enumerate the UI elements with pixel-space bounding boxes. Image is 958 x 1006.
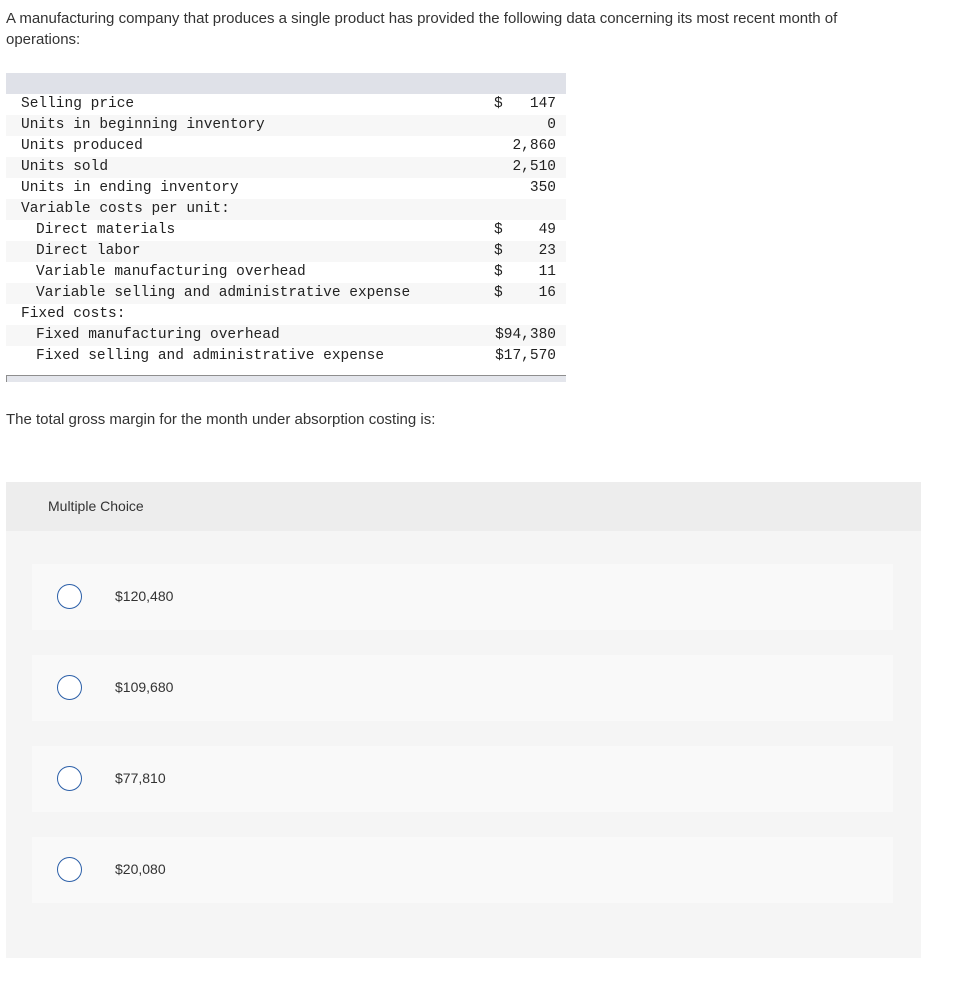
- row-currency: $: [494, 243, 503, 259]
- row-value: 2,860: [512, 138, 556, 154]
- table-row-selling-price: [6, 94, 566, 115]
- row-value: 350: [529, 180, 556, 196]
- row-value: 0: [547, 117, 556, 133]
- answer-option-label: $77,810: [115, 770, 166, 786]
- table-row-fixed-mfg-overhead: [6, 325, 566, 346]
- row-value: 2,510: [512, 159, 556, 175]
- radio-button-icon[interactable]: [57, 584, 82, 609]
- row-value: $17,570: [495, 348, 556, 364]
- radio-button-icon[interactable]: [57, 766, 82, 791]
- multiple-choice-panel: [6, 482, 921, 958]
- row-label: Direct labor: [36, 243, 141, 259]
- row-label: Selling price: [21, 96, 135, 112]
- answer-option-label: $120,480: [115, 588, 174, 604]
- row-label: Variable selling and administrative expense: [36, 285, 411, 301]
- row-label: Units produced: [21, 138, 143, 154]
- row-value: 16: [538, 285, 556, 301]
- answer-option-label: $20,080: [115, 861, 166, 877]
- table-row-variable-costs-heading: [6, 199, 566, 220]
- row-value: 147: [529, 96, 556, 112]
- row-label: Direct materials: [36, 222, 176, 238]
- problem-intro-text: A manufacturing company that produces a single product has provided the following data concerning its most recent month of operations:: [6, 10, 838, 48]
- table-row-direct-labor: [6, 241, 566, 262]
- row-currency: $: [494, 96, 503, 112]
- radio-button-icon[interactable]: [57, 675, 82, 700]
- multiple-choice-header: [6, 482, 921, 531]
- answer-option-label: $109,680: [115, 679, 174, 695]
- row-label: Units sold: [21, 159, 109, 175]
- answer-option-2[interactable]: [32, 655, 893, 721]
- table-footer-bar: [6, 375, 566, 382]
- row-currency: $: [494, 222, 503, 238]
- table-header-bar: [6, 73, 566, 94]
- answer-option-4[interactable]: [32, 837, 893, 903]
- answer-option-1[interactable]: [32, 564, 893, 630]
- row-label: Units in ending inventory: [21, 180, 239, 196]
- table-row-beginning-inventory: [6, 115, 566, 136]
- table-row-variable-selling-admin: [6, 283, 566, 304]
- row-label: Fixed costs:: [21, 306, 126, 322]
- table-row-fixed-selling-admin: [6, 346, 566, 367]
- table-row-units-produced: [6, 136, 566, 157]
- question-prompt: The total gross margin for the month under absorption costing is:: [6, 411, 436, 428]
- table-row-fixed-costs-heading: [6, 304, 566, 325]
- multiple-choice-title: Multiple Choice: [48, 498, 144, 514]
- radio-button-icon[interactable]: [57, 857, 82, 882]
- answer-option-3[interactable]: [32, 746, 893, 812]
- row-value: $94,380: [495, 327, 556, 343]
- row-value: 49: [538, 222, 556, 238]
- row-label: Fixed selling and administrative expense: [36, 348, 385, 364]
- table-row-ending-inventory: [6, 178, 566, 199]
- row-value: 11: [538, 264, 556, 280]
- table-row-direct-materials: [6, 220, 566, 241]
- row-label: Fixed manufacturing overhead: [36, 327, 280, 343]
- table-row-units-sold: [6, 157, 566, 178]
- row-label: Units in beginning inventory: [21, 117, 265, 133]
- row-currency: $: [494, 285, 503, 301]
- row-value: 23: [538, 243, 556, 259]
- row-label: Variable costs per unit:: [21, 201, 230, 217]
- row-currency: $: [494, 264, 503, 280]
- table-row-variable-mfg-overhead: [6, 262, 566, 283]
- row-label: Variable manufacturing overhead: [36, 264, 306, 280]
- cost-data-table: [6, 73, 566, 382]
